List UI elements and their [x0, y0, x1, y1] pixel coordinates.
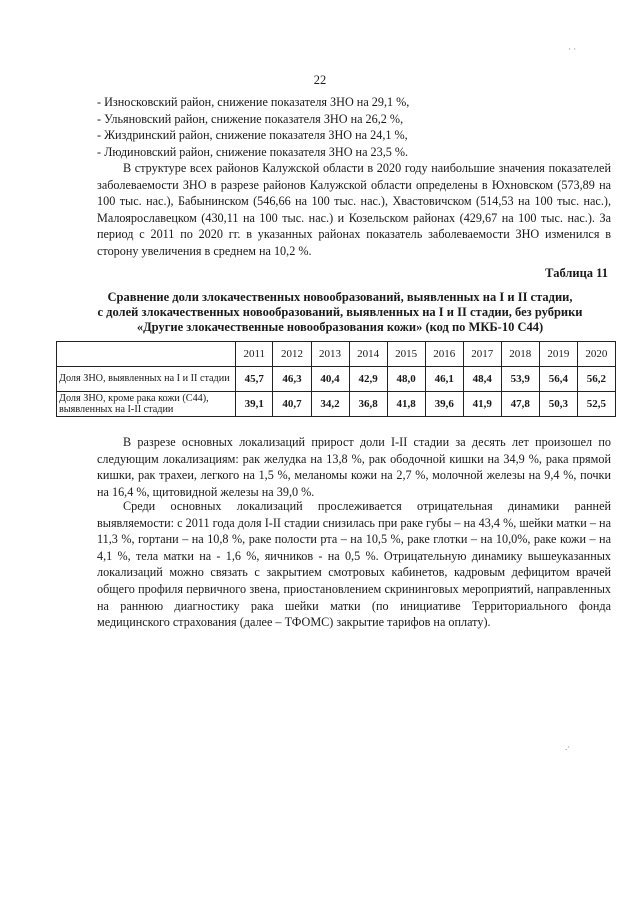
year-header: 2019: [539, 342, 577, 367]
caption-line: с долей злокачественных новообразований, выявленных на I и II стадии, без рубрики: [97, 305, 583, 319]
page-number: 22: [313, 73, 327, 87]
scan-mark-icon: .·: [565, 742, 571, 752]
table-corner-cell: [57, 342, 236, 367]
row-label: Доля ЗНО, кроме рака кожи (С44), выявленных на I-II стадии: [57, 392, 236, 417]
year-header: 2014: [349, 342, 387, 367]
table-cell: 50,3: [539, 392, 577, 417]
paragraph-negative-dynamics: Среди основных локализаций прослеживается отрицательная динамики ранней выявляемости: с 2011 года доля I-II стадии снизилась при раке губы – на 43,4 %, шейки матки – на 11,3 %, гортани – на 10,8 %, раке полости рта – на 10,5 %, раке глотки – на 10,0%, раке кожи – на 4,1 %, тела матки на - 1,6 %, яичников - на 0,5 %. Отрицательную динамику вышеуказанных локализаций можно связать с закрытием смотровых кабинетов, кадровым дефицитом врачей общего профиля первичного звена, приостановлением скрининговых мероприятий, направленных на раннюю диагностику рака шейки матки (по инициативе Территориального фонда медицинского страхования (далее – ТФОМС) закрытие тарифов на оплату).: [97, 499, 611, 630]
scan-mark-icon: · ·: [568, 44, 577, 54]
caption-line: Сравнение доли злокачественных новообразований, выявленных на I и II стадии,: [107, 290, 573, 304]
row-label: Доля ЗНО, выявленных на I и II стадии: [57, 367, 236, 392]
table-cell: 56,4: [539, 367, 577, 392]
table-cell: 41,8: [387, 392, 425, 417]
table-cell: 46,3: [273, 367, 311, 392]
table-cell: 52,5: [577, 392, 615, 417]
paragraph-districts: В структуре всех районов Калужской области в 2020 году наибольшие значения показателей заболеваемости ЗНО в разрезе районов Калужской области определены в Юхновском (573,89 на 100 тыс. нас.), Бабынинском (546,66 на 100 тыс. нас.), Хвастовичском (514,53 на 100 тыс. нас.), Малоярославецком (430,11 на 100 тыс. нас.) и Козельском районах (429,67 на 100 тыс. нас.). За период с 2011 по 2020 гг. в указанных районах показатель заболеваемости ЗНО изменился в сторону увеличения в среднем на 10,2 %.: [97, 161, 611, 258]
list-item: - Людиновский район, снижение показателя ЗНО на 23,5 %.: [97, 144, 409, 159]
table-cell: 39,6: [425, 392, 463, 417]
list-item: - Ульяновский район, снижение показателя ЗНО на 26,2 %,: [97, 111, 404, 126]
table-cell: 34,2: [311, 392, 349, 417]
year-header: 2018: [501, 342, 539, 367]
table-cell: 48,0: [387, 367, 425, 392]
table-header-row: [57, 342, 616, 367]
year-header: 2011: [236, 342, 273, 367]
table-cell: 41,9: [463, 392, 501, 417]
caption-line: «Другие злокачественные новообразования кожи» (код по МКБ-10 С44): [136, 320, 544, 334]
list-item: - Жиздринский район, снижение показателя ЗНО на 24,1 %,: [97, 128, 408, 143]
stage-share-table: [56, 341, 616, 417]
table-cell: 48,4: [463, 367, 501, 392]
table-row: [57, 367, 616, 392]
year-header: 2020: [577, 342, 615, 367]
district-list: [97, 94, 611, 160]
table-cell: 47,8: [501, 392, 539, 417]
paragraph-growth: В разрезе основных локализаций прирост доли I-II стадии за десять лет произошел по следующим локализациям: рак желудка на 13,8 %, рак ободочной кишки на 34,9 %, рака прямой кишки, рак трахеи, легкого на 1,5 %, меланомы кожи на 2,7 %, молочной железы на 9,4 %, почки на 16,4 %, щитовидной железы на 39,0 %.: [97, 435, 611, 499]
table-cell: 40,4: [311, 367, 349, 392]
year-header: 2016: [425, 342, 463, 367]
table-cell: 45,7: [236, 367, 273, 392]
table-cell: 42,9: [349, 367, 387, 392]
table-cell: 46,1: [425, 367, 463, 392]
table-cell: 56,2: [577, 367, 615, 392]
year-header: 2017: [463, 342, 501, 367]
table-label: Таблица 11: [545, 266, 608, 280]
table-caption: [60, 290, 620, 335]
year-header: 2012: [273, 342, 311, 367]
table-cell: 39,1: [236, 392, 273, 417]
year-header: 2015: [387, 342, 425, 367]
year-header: 2013: [311, 342, 349, 367]
table-row: [57, 392, 616, 417]
table-cell: 36,8: [349, 392, 387, 417]
table-cell: 40,7: [273, 392, 311, 417]
list-item: - Износковский район, снижение показателя ЗНО на 29,1 %,: [97, 95, 410, 109]
table-cell: 53,9: [501, 367, 539, 392]
